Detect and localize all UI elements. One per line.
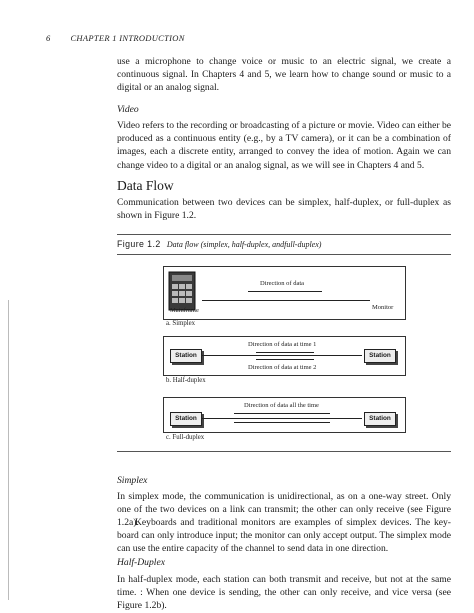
chapter-title: CHAPTER 1 INTRODUCTION [70, 33, 185, 43]
station-right: Station [364, 412, 396, 426]
simplex-direction-label: Direction of data [260, 280, 305, 287]
data-flow-paragraph: Communication between two devices can be simplex, half-duplex, or full-duplex as shown in Figure 1.2. [117, 197, 451, 222]
full-duplex-link [202, 418, 362, 419]
full-duplex-arrow-1 [234, 413, 330, 414]
figure-title: Data flow (simplex, half-duplex, andfull-duplex) [166, 240, 322, 249]
mainframe-icon [168, 271, 198, 311]
simplex-diagram [163, 266, 406, 320]
simplex-link [202, 300, 370, 301]
page-number: 6 [46, 33, 51, 43]
intro-paragraph: use a microphone to change voice or music to an electric signal, we create a continuous signal. In Chapters 4 and 5, we learn how to change sound or music to a digital or an analog signal. [117, 56, 451, 94]
full-duplex-arrow-2 [234, 422, 330, 423]
half-duplex-dir1-label: Direction of data at time 1 [248, 341, 317, 348]
half-duplex-arrow-2 [256, 359, 314, 360]
simplex-heading: Simplex [117, 475, 148, 486]
figure-bottom-rule [117, 451, 451, 452]
full-duplex-diagram [163, 397, 406, 433]
monitor-label: Monitor [372, 304, 394, 311]
simplex-caption: a. Simplex [166, 320, 196, 327]
running-header [46, 33, 185, 43]
figure-top-rule [117, 234, 451, 235]
station-left: Station [170, 349, 202, 363]
half-duplex-paragraph: In half-duplex mode, each station can both transmit and receive, but not at the same time. : When one device is sending, the other can only receive, and vice versa (see Figure 1.2b). [117, 574, 451, 612]
half-duplex-diagram [163, 336, 406, 376]
video-heading: Video [117, 104, 139, 115]
full-duplex-caption: c. Full-duplex [166, 434, 205, 441]
video-paragraph: Video refers to the recording or broadcasting of a picture or movie. Video can either be produced as a continuous entity (e.g., by a TV camera), or it can be a combination of images, each a discrete entity, arranged to convey the idea of motion. Again we can change video to a digital or an analog signal, as we will see in Chapters 4 and 5. [117, 120, 451, 171]
simplex-paragraph-1: In simplex mode, the communication is unidirectional, as on a one-way street. Only one of the two devices on a link can transmit; the other can only receive (see Figure 1.2a). [117, 491, 451, 529]
mainframe-label: Mainframe [170, 307, 199, 314]
figure-caption-rule [117, 254, 451, 255]
full-duplex-direction-label: Direction of data all the time [244, 402, 319, 409]
simplex-arrow [248, 291, 322, 292]
station-right: Station [364, 349, 396, 363]
half-duplex-arrow-1 [256, 352, 314, 353]
page-edge-line [8, 300, 9, 600]
figure-caption [117, 239, 321, 249]
simplex-paragraph-2: Keyboards and traditional monitors are examples of simplex devices. The key-board can only introduce input; the monitor can only accept output. The simplex mode can use the entire capacity of the channel to send data in one direction. [117, 517, 451, 555]
half-duplex-dir2-label: Direction of data at time 2 [248, 364, 317, 371]
half-duplex-caption: b. Half-duplex [166, 377, 206, 384]
half-duplex-heading: Half-Duplex [117, 557, 165, 568]
station-left: Station [170, 412, 202, 426]
half-duplex-link [202, 355, 362, 356]
data-flow-heading: Data Flow [117, 178, 174, 193]
figure-label: Figure 1.2 [117, 239, 161, 249]
